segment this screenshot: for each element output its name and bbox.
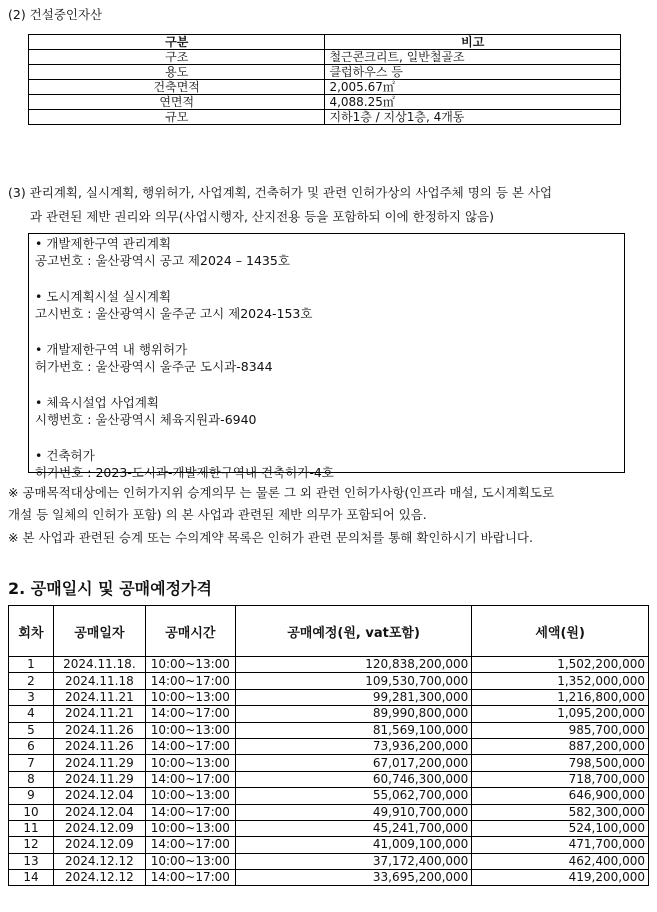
row-label: 건축면적: [29, 80, 325, 95]
date-cell: 2024.12.09: [53, 820, 145, 836]
round-cell: 11: [9, 820, 54, 836]
tax-cell: 798,500,000: [472, 755, 649, 771]
permit-detail: 공고번호 : 울산광역시 공고 제2024 – 1435호: [35, 252, 290, 268]
round-cell: 7: [9, 755, 54, 771]
table-row: [29, 80, 621, 95]
column-header: 회차: [9, 606, 54, 657]
time-cell: 10:00~13:00: [145, 755, 235, 771]
permit-item: [35, 289, 618, 322]
table-row: [9, 771, 649, 787]
table-row: [9, 870, 649, 886]
row-value: 지하1층 / 지상1층, 4개동: [325, 110, 621, 125]
date-cell: 2024.11.21: [53, 689, 145, 705]
section-2-title: (2) 건설중인자산: [8, 7, 103, 22]
table-row: [9, 820, 649, 836]
permit-title: • 건축허가: [35, 448, 95, 463]
price-cell: 49,910,700,000: [235, 804, 471, 820]
column-header: 비고: [325, 35, 621, 50]
time-cell: 14:00~17:00: [145, 804, 235, 820]
price-cell: 120,838,200,000: [235, 657, 471, 673]
table-row: [9, 706, 649, 722]
tax-cell: 1,216,800,000: [472, 689, 649, 705]
round-cell: 3: [9, 689, 54, 705]
row-label: 연면적: [29, 95, 325, 110]
column-header: 공매일자: [53, 606, 145, 657]
column-header: 구분: [29, 35, 325, 50]
tax-cell: 471,700,000: [472, 837, 649, 853]
time-cell: 10:00~13:00: [145, 853, 235, 869]
tax-cell: 582,300,000: [472, 804, 649, 820]
note-line: ※ 공매목적대상에는 인허가지위 승계의무 는 물론 그 외 관련 인허가사항(인프라 매설, 도시계획도로: [8, 485, 555, 500]
time-cell: 10:00~13:00: [145, 657, 235, 673]
tax-cell: 646,900,000: [472, 788, 649, 804]
price-cell: 41,009,100,000: [235, 837, 471, 853]
time-cell: 10:00~13:00: [145, 788, 235, 804]
row-value: 2,005.67㎡: [325, 80, 621, 95]
row-value: 클럽하우스 등: [325, 65, 621, 80]
price-cell: 109,530,700,000: [235, 673, 471, 689]
table-row: [9, 722, 649, 738]
column-header: 공매예정(원, vat포함): [235, 606, 471, 657]
time-cell: 14:00~17:00: [145, 673, 235, 689]
time-cell: 14:00~17:00: [145, 870, 235, 886]
tax-cell: 1,095,200,000: [472, 706, 649, 722]
table-row: [9, 738, 649, 754]
time-cell: 10:00~13:00: [145, 722, 235, 738]
price-cell: 73,936,200,000: [235, 738, 471, 754]
schedule-heading: 2. 공매일시 및 공매예정가격: [8, 579, 212, 598]
time-cell: 14:00~17:00: [145, 738, 235, 754]
permit-list-box: [28, 233, 625, 480]
row-value: 철근콘크리트, 일반철골조: [325, 50, 621, 65]
row-label: 규모: [29, 110, 325, 125]
schedule-table-body: [9, 657, 649, 886]
date-cell: 2024.11.29: [53, 755, 145, 771]
date-cell: 2024.11.18: [53, 673, 145, 689]
date-cell: 2024.12.04: [53, 788, 145, 804]
date-cell: 2024.12.09: [53, 837, 145, 853]
note-contracts: ※ 본 사업과 관련된 승계 또는 수의계약 목록은 인허가 관련 문의처를 통해 확인하시기 바랍니다.: [8, 530, 533, 545]
note-obligations: [8, 482, 653, 526]
tax-cell: 419,200,000: [472, 870, 649, 886]
round-cell: 9: [9, 788, 54, 804]
date-cell: 2024.11.29: [53, 771, 145, 787]
table-row: [29, 50, 621, 65]
tax-cell: 1,502,200,000: [472, 657, 649, 673]
permit-item: [35, 448, 618, 481]
price-cell: 37,172,400,000: [235, 853, 471, 869]
time-cell: 14:00~17:00: [145, 706, 235, 722]
row-label: 용도: [29, 65, 325, 80]
row-label: 구조: [29, 50, 325, 65]
round-cell: 12: [9, 837, 54, 853]
table-row: [9, 657, 649, 673]
permit-detail: 허가번호 : 2023-도시과-개발제한구역내 건축허가-4호: [35, 464, 334, 480]
price-cell: 99,281,300,000: [235, 689, 471, 705]
table-row: [29, 65, 621, 80]
date-cell: 2024.11.26: [53, 722, 145, 738]
price-cell: 81,569,100,000: [235, 722, 471, 738]
time-cell: 10:00~13:00: [145, 689, 235, 705]
date-cell: 2024.11.21: [53, 706, 145, 722]
tax-cell: 718,700,000: [472, 771, 649, 787]
price-cell: 60,746,300,000: [235, 771, 471, 787]
round-cell: 6: [9, 738, 54, 754]
table-row: [9, 755, 649, 771]
date-cell: 2024.12.12: [53, 870, 145, 886]
tax-cell: 524,100,000: [472, 820, 649, 836]
permit-detail: 시행번호 : 울산광역시 체육지원과-6940: [35, 411, 257, 427]
permit-title: • 체육시설업 사업계획: [35, 395, 159, 410]
date-cell: 2024.11.26: [53, 738, 145, 754]
round-cell: 2: [9, 673, 54, 689]
table-row: [9, 673, 649, 689]
time-cell: 14:00~17:00: [145, 771, 235, 787]
permit-item: [35, 342, 618, 375]
tax-cell: 462,400,000: [472, 853, 649, 869]
permit-title: • 개발제한구역 관리계획: [35, 236, 172, 251]
section-3-line-1: (3) 관리계획, 실시계획, 행위허가, 사업계획, 건축허가 및 관련 인허가상의 사업주체 명의 등 본 사업: [8, 185, 553, 200]
tax-cell: 887,200,000: [472, 738, 649, 754]
section-3-paragraph: [8, 181, 653, 229]
permit-item: [35, 236, 618, 269]
table-row: [29, 110, 621, 125]
round-cell: 5: [9, 722, 54, 738]
time-cell: 14:00~17:00: [145, 837, 235, 853]
table-row: [9, 788, 649, 804]
table-row: [9, 689, 649, 705]
time-cell: 10:00~13:00: [145, 820, 235, 836]
permit-title: • 도시계획시설 실시계획: [35, 289, 172, 304]
date-cell: 2024.11.18.: [53, 657, 145, 673]
date-cell: 2024.12.04: [53, 804, 145, 820]
permit-detail: 허가번호 : 울산광역시 울주군 도시과-8344: [35, 358, 273, 374]
asset-table: [28, 34, 621, 125]
round-cell: 14: [9, 870, 54, 886]
round-cell: 10: [9, 804, 54, 820]
row-value: 4,088.25㎡: [325, 95, 621, 110]
round-cell: 8: [9, 771, 54, 787]
date-cell: 2024.12.12: [53, 853, 145, 869]
round-cell: 1: [9, 657, 54, 673]
table-row: [9, 853, 649, 869]
price-cell: 45,241,700,000: [235, 820, 471, 836]
price-cell: 67,017,200,000: [235, 755, 471, 771]
permit-detail: 고시번호 : 울산광역시 울주군 고시 제2024-153호: [35, 305, 313, 321]
tax-cell: 1,352,000,000: [472, 673, 649, 689]
price-cell: 55,062,700,000: [235, 788, 471, 804]
column-header: 세액(원): [472, 606, 649, 657]
table-row: [9, 804, 649, 820]
schedule-table: [8, 605, 649, 886]
permit-title: • 개발제한구역 내 행위허가: [35, 342, 188, 357]
table-row: [29, 95, 621, 110]
schedule-table-header: [9, 606, 649, 657]
asset-table-header: [29, 35, 621, 50]
round-cell: 13: [9, 853, 54, 869]
section-3-line-2: 과 관련된 제반 권리와 의무(사업시행자, 산지전용 등을 포함하되 이에 한정하지 않음): [30, 209, 495, 224]
price-cell: 33,695,200,000: [235, 870, 471, 886]
note-line: 개설 등 일체의 인허가 포함) 의 본 사업과 관련된 제반 의무가 포함되어 있음.: [8, 507, 427, 522]
round-cell: 4: [9, 706, 54, 722]
tax-cell: 985,700,000: [472, 722, 649, 738]
permit-item: [35, 395, 618, 428]
column-header: 공매시간: [145, 606, 235, 657]
table-row: [9, 837, 649, 853]
price-cell: 89,990,800,000: [235, 706, 471, 722]
